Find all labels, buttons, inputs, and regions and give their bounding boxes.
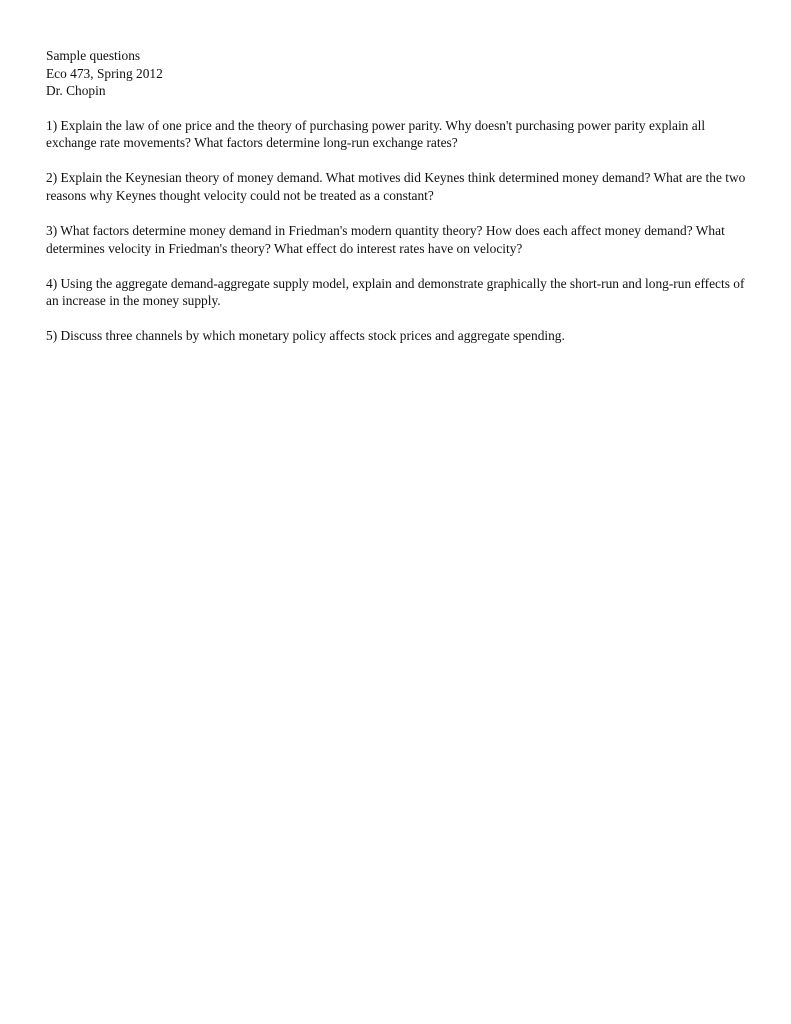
instructor-line: Dr. Chopin	[46, 83, 106, 99]
document-title: Sample questions	[46, 48, 141, 63]
document-header	[46, 47, 756, 100]
question-1: 1) Explain the law of one price and the theory of purchasing power parity. Why doesn't purchasing power parity explain all exchange rate movements? What factors determine long-run exchange rates?	[46, 117, 706, 151]
document-content	[46, 47, 756, 362]
question-2: 2) Explain the Keynesian theory of money demand. What motives did Keynes think determined money demand? What are the two reasons why Keynes thought velocity could not be treated as a constant?	[46, 170, 746, 203]
question-4: 4) Using the aggregate demand-aggregate supply model, explain and demonstrate graphically the short-run and long-run effects of an increase in the money supply.	[46, 275, 745, 309]
course-line: Eco 473, Spring 2012	[46, 65, 163, 81]
question-list	[46, 117, 756, 345]
question-3: 3) What factors determine money demand in Friedman's modern quantity theory? How does each affect money demand? What determines velocity in Friedman's theory? What effect do interest rates have on velocity?	[46, 222, 725, 256]
question-5: 5) Discuss three channels by which monetary policy affects stock prices and aggregate spending.	[46, 328, 565, 344]
